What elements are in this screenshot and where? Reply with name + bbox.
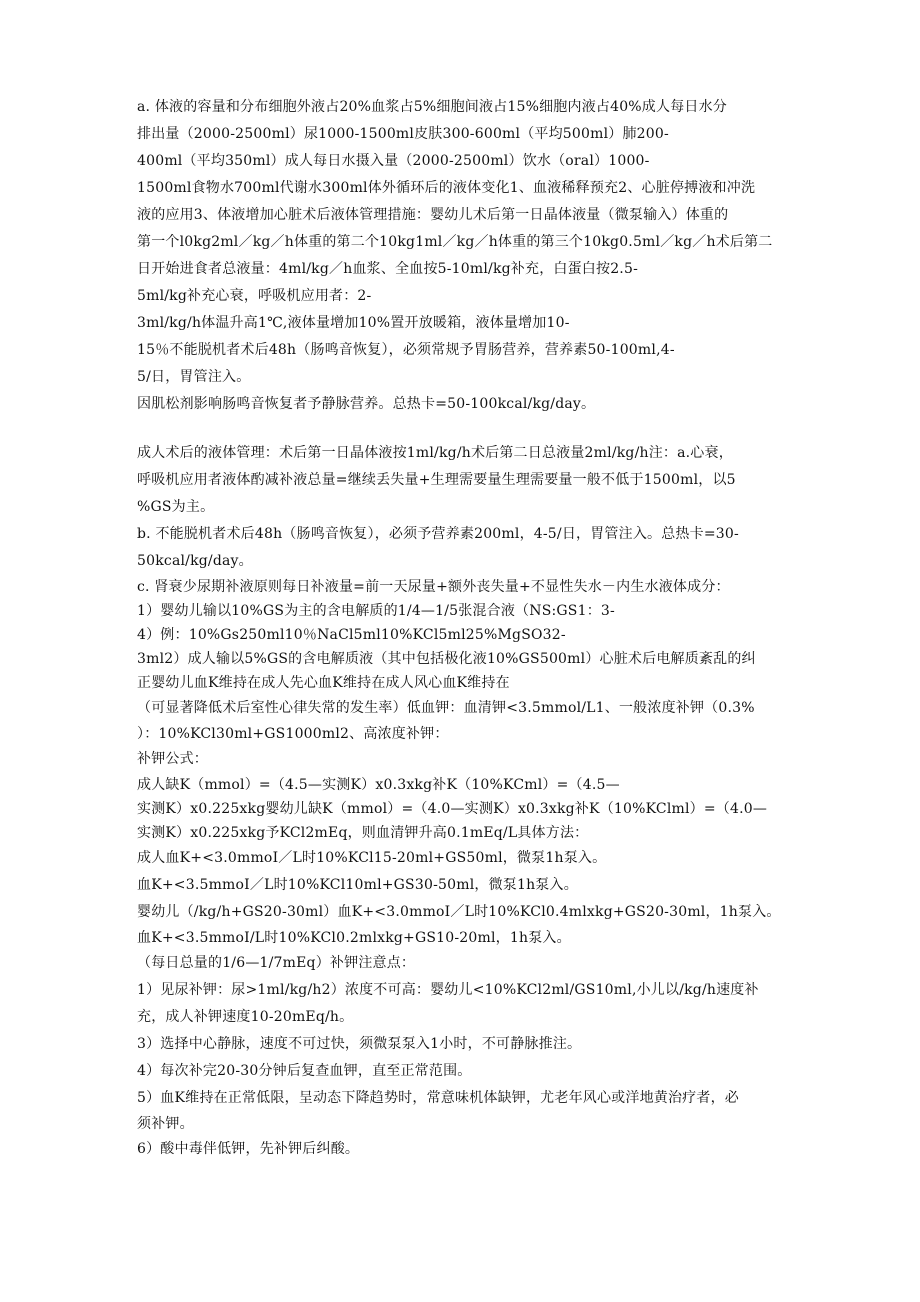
text-line: 排出量（2000-2500ml）尿1000-1500ml皮肤300-600ml（平均500ml）肺200- — [137, 126, 669, 142]
text-line: ）：10%KCl30ml+GS1000ml2、高浓度补钾： — [137, 726, 449, 742]
text-line: 正婴幼儿血K维持在成人先心血K维持在成人风心血K维持在 — [137, 675, 510, 691]
text-line: 6）酸中毒伴低钾，先补钾后纠酸。 — [137, 1141, 360, 1157]
text-line: 5）血K维持在正常低限，呈动态下降趋势时，常意味机体缺钾，尤老年风心或洋地黄治疗者，必 — [137, 1090, 739, 1106]
text-line: 补钾公式： — [137, 751, 208, 767]
text-line: 4）例：10%Gs250ml10％NaCl5ml10%KCl5ml25%MgSO32- — [137, 627, 566, 643]
text-line: 3）选择中心静脉，速度不可过快，须微泵泵入1小时，不可静脉推注。 — [137, 1036, 582, 1052]
text-line: 婴幼儿（/kg/h+GS20-30ml）血K+<3.0mmoI／L时10%KCl0.4mlxkg+GS20-30ml，1h泵入。 — [137, 904, 781, 920]
text-line: 血K+<3.5mmoI／L时10%KCl10ml+GS30-50ml，微泵1h泵入。 — [137, 877, 578, 893]
text-line: 实测K）x0.225xkg予KCl2mEq，则血清钾升高0.1mEq/L具体方法： — [137, 825, 589, 841]
text-line: （每日总量的1/6—1/7mEq）补钾注意点： — [137, 955, 416, 971]
text-line: a. 体液的容量和分布细胞外液占20%血浆占5%细胞间液占15%细胞内液占40%成人每日水分 — [137, 99, 728, 115]
text-line: 5/日，胃管注入。 — [137, 369, 251, 385]
text-line: 呼吸机应用者液体酌减补液总量=继续丢失量+生理需要量生理需要量一般不低于1500ml，以5 — [137, 472, 736, 488]
text-line: 成人术后的液体管理：术后第一日晶体液按1ml/kg/h术后第二日总液量2ml/kg/h注：a.心衰， — [137, 445, 733, 461]
text-line: 成人缺K（mmol）=（4.5—实测K）x0.3xkg补K（10%KCml）=（4.5— — [137, 777, 620, 793]
text-line: 1）婴幼儿输以10%GS为主的含电解质的1/4—1/5张混合液（NS:GS1：3- — [137, 603, 615, 619]
text-line: 4）每次补完20-30分钟后复查血钾，直至正常范围。 — [137, 1063, 472, 1079]
paragraph-gap — [137, 418, 785, 440]
text-line: 50kcal/kg/day。 — [137, 553, 253, 569]
text-line: c. 肾衰少尿期补液原则每日补液量=前一天尿量+额外丧失量+不显性失水－内生水液体成分： — [137, 579, 730, 595]
text-line: b. 不能脱机者术后48h（肠鸣音恢复），必须予营养素200ml，4-5/日，胃管注入。总热卡=30- — [137, 526, 739, 542]
text-line: 5ml/kg补充心衰，呼吸机应用者：2- — [137, 288, 372, 304]
text-line: %GS为主。 — [137, 499, 215, 515]
text-line: 1500ml食物水700ml代谢水300ml体外循环后的液体变化1、血液稀释预充2、心脏停搏液和冲洗 — [137, 180, 756, 196]
text-line: 15％不能脱机者术后48h（肠鸣音恢复），必须常规予胃肠营养，营养素50-100ml,4- — [137, 342, 675, 358]
text-line: 1）见尿补钾：尿>1ml/kg/h2）浓度不可高：婴幼儿<10%KCl2ml/GS10ml,小儿以/kg/h速度补 — [137, 982, 759, 998]
text-line: 须补钾。 — [137, 1116, 194, 1132]
text-line: 实测K）x0.225xkg婴幼儿缺K（mmol）=（4.0—实测K）x0.3xkg补K（10%KClml）=（4.0— — [137, 801, 768, 817]
text-line: 3ml/kg/h体温升高1℃,液体量增加10%置开放暖箱，液体量增加10- — [137, 315, 570, 331]
text-line: 成人血K+<3.0mmoI／L时10%KCl15-20ml+GS50ml，微泵1h泵入。 — [137, 850, 607, 866]
text-line: 充，成人补钾速度10-20mEq/h。 — [137, 1009, 354, 1025]
text-line: 液的应用3、体液增加心脏术后液体管理措施：婴幼儿术后第一日晶体液量（微泵输入）体重的 — [137, 207, 729, 223]
text-line: 日开始进食者总液量：4ml/kg／h血浆、全血按5-10ml/kg补充，白蛋白按2.5- — [137, 261, 638, 277]
document-body — [137, 94, 785, 1163]
text-line: （可显著降低术后室性心律失常的发生率）低血钾：血清钾<3.5mmol/L1、一般浓度补钾（0.3% — [137, 700, 755, 716]
text-line: 因肌松剂影响肠鸣音恢复者予静脉营养。总热卡=50-100kcal/kg/day。 — [137, 396, 596, 412]
text-line: 3ml2）成人输以5%GS的含电解质液（其中包括极化液10%GS500ml）心脏术后电解质紊乱的纠 — [137, 651, 756, 667]
text-line: 第一个l0kg2ml／kg／h体重的第二个10kg1ml／kg／h体重的第三个10kg0.5ml／kg／h术后第二 — [137, 234, 773, 250]
text-line: 400ml（平均350ml）成人每日水摄入量（2000-2500ml）饮水（oral）1000- — [137, 153, 650, 169]
text-line: 血K+<3.5mmoI/L时10%KCl0.2mlxkg+GS10-20ml，1h泵入。 — [137, 930, 571, 946]
